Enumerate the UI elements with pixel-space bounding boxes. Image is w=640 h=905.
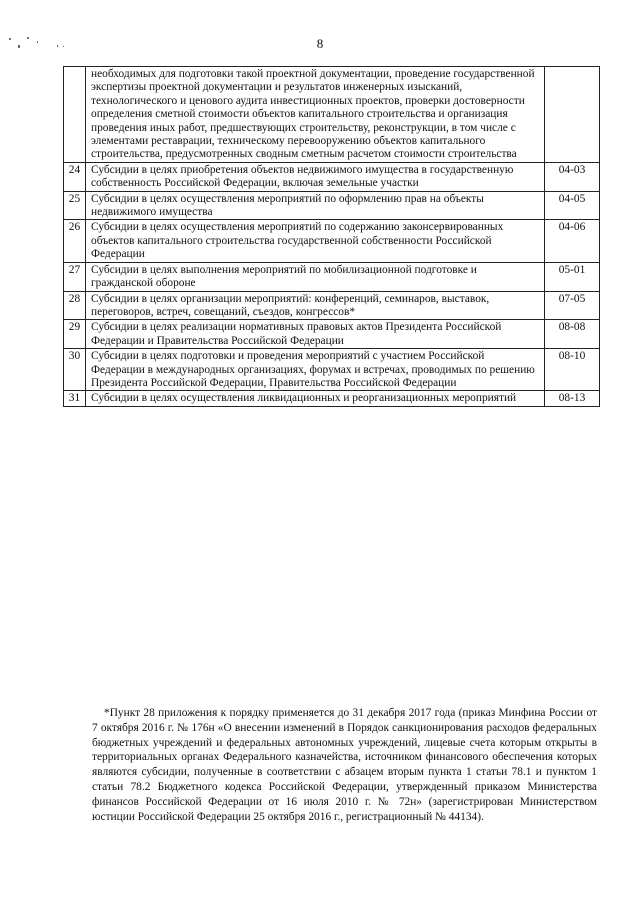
row-description: Субсидии в целях осуществления мероприятий по содержанию законсервированных объектов капитального строительства государственной собственности Российской Федерации <box>86 220 545 262</box>
row-number: 28 <box>64 291 86 320</box>
row-number: 31 <box>64 391 86 406</box>
row-code: 07-05 <box>545 291 600 320</box>
row-description: Субсидии в целях приобретения объектов недвижимого имущества в государственную собственность Российской Федерации, включая земельные участки <box>86 162 545 191</box>
row-description: Субсидии в целях осуществления ликвидационных и реорганизационных мероприятий <box>86 391 545 406</box>
row-description: Субсидии в целях выполнения мероприятий по мобилизационной подготовке и гражданской обороне <box>86 262 545 291</box>
table-row <box>64 220 600 262</box>
row-number: 24 <box>64 162 86 191</box>
row-code: 04-06 <box>545 220 600 262</box>
row-description: Субсидии в целях осуществления мероприятий по оформлению прав на объекты недвижимого имущества <box>86 191 545 220</box>
row-number: 27 <box>64 262 86 291</box>
table-row <box>64 67 600 163</box>
row-number: 29 <box>64 320 86 349</box>
table-row <box>64 262 600 291</box>
row-number: 25 <box>64 191 86 220</box>
row-code: 04-05 <box>545 191 600 220</box>
table-row <box>64 291 600 320</box>
table-row <box>64 391 600 406</box>
row-code <box>545 67 600 163</box>
row-description: Субсидии в целях реализации нормативных правовых актов Президента Российской Федерации и Правительства Российской Федерации <box>86 320 545 349</box>
table-row <box>64 191 600 220</box>
row-description: Субсидии в целях подготовки и проведения мероприятий с участием Российской Федерации в международных организациях, форумах и встречах, проводимых по решению Президента Российской Федерации, Правительства Российской Федерации <box>86 349 545 391</box>
row-description: необходимых для подготовки такой проектной документации, проведение государственной экспертизы проектной документации и результатов инженерных изысканий, технологического и ценового аудита инвестиционных проектов, проверки достоверности определения сметной стоимости объектов капитального строительства и организация проведения иных работ, предшествующих строительству, реконструкции, в том числе с элементами реставрации, техническому перевооружению объектов капитального строительства, предусмотренных сводным сметным расчетом стоимости строительства <box>86 67 545 163</box>
row-code: 04-03 <box>545 162 600 191</box>
page-number: 8 <box>316 36 324 51</box>
table-row <box>64 349 600 391</box>
table-row <box>64 162 600 191</box>
row-number: 26 <box>64 220 86 262</box>
table-row <box>64 320 600 349</box>
row-number: 30 <box>64 349 86 391</box>
row-code: 08-08 <box>545 320 600 349</box>
row-description: Субсидии в целях организации мероприятий: конференций, семинаров, выставок, переговоров, встреч, совещаний, съездов, конгрессов* <box>86 291 545 320</box>
subsidy-codes-table <box>63 66 600 407</box>
footnote: *Пункт 28 приложения к порядку применяется до 31 декабря 2017 года (приказ Минфина России от 7 октября 2016 г. № 176н «О внесении изменений в Порядок санкционирования расходов федеральных бюджетных учреждений и федеральных автономных учреждений, лицевые счета которым открыты в территориальных органах Федерального казначейства, источником финансового обеспечения которых являются субсидии, полученные в соответствии с абзацем вторым пункта 1 статьи 78.1 и пунктом 1 статьи 78.2 Бюджетного кодекса Российской Федерации, утвержденный приказом Министерства финансов Российской Федерации от 16 июля 2010 г. № 72н» (зарегистрирован Министерством юстиции Российской Федерации 25 октября 2016 г., регистрационный № 44134). <box>92 707 597 823</box>
row-code: 08-10 <box>545 349 600 391</box>
row-code: 05-01 <box>545 262 600 291</box>
row-code: 08-13 <box>545 391 600 406</box>
row-number <box>64 67 86 163</box>
